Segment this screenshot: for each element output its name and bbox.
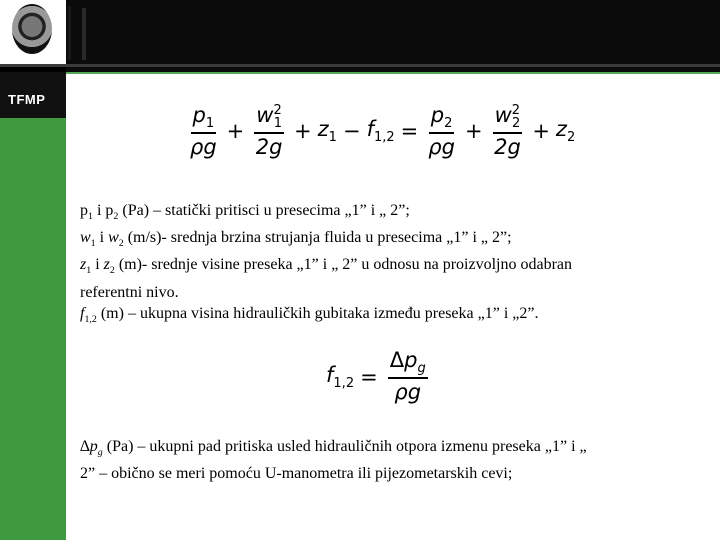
university-seal-icon <box>12 4 52 54</box>
fraction-w1-2g: $\frac{w^2_1}{2g}$ <box>255 103 283 160</box>
logo <box>0 0 66 64</box>
pressure-drop-note <box>80 436 716 484</box>
fraction-deltap-rhog: $\frac{\Delta p_g}{\rho g}$ <box>389 348 426 405</box>
definition-velocity: $w_1$ i $w_2$ (m/s)- srednja brzina strujanja fluida u presecima „1” i „ 2”; <box>80 229 512 250</box>
header-decoration <box>68 6 71 60</box>
variable-definitions <box>80 200 710 330</box>
definition-height: $z_1$ i $z_2$ (m)- srednje visine preseka „1” i „ 2” u odnosu na proizvoljno odabran <box>80 256 573 277</box>
loss-equation: $f_{1,2}$ = $\frac{\Delta p_g}{\rho g}$ <box>326 348 426 405</box>
sidebar-logo-label: TFMP <box>8 92 46 107</box>
bernoulli-equation: $\frac{p_1}{\rho g}$ + $\frac{w^2_1}{2g}$ + $z_1$ − $f_{1,2}$ = $\frac{p_2}{\rho g}$ + $\frac{w^2_2}{2g}$ + $z_2$ <box>190 102 576 160</box>
header-bar <box>66 0 720 72</box>
definition-pressure: $p_1$ i $p_2$ (Pa) – statički pritisci u presecima „1” i „ 2”; <box>80 202 410 223</box>
note-line-1: $\Delta p_g$ (Pa) – ukupni pad pritiska usled hidrauličnih otpora izmenu preseka „1” i „ <box>80 438 587 459</box>
header-decoration <box>82 8 86 60</box>
definition-losses: $f_{1,2}$ (m) – ukupna visina hidrauličkih gubitaka između preseka „1” i „2”. <box>80 304 539 325</box>
sidebar-green-strip <box>0 118 66 540</box>
note-line-2: 2” – obično se meri pomoću U-manometra ili pijezometarskih cevi; <box>80 465 513 483</box>
fraction-w2-2g: $\frac{w^2_2}{2g}$ <box>494 103 521 160</box>
fraction-p1-rhog: $\frac{p_1}{\rho g}$ <box>190 102 217 159</box>
definition-height-cont: referentni nivo. <box>80 283 179 301</box>
content-top-border <box>66 72 720 74</box>
header-divider <box>0 64 720 67</box>
fraction-p2-rhog: $\frac{p_2}{\rho g}$ <box>428 102 455 159</box>
